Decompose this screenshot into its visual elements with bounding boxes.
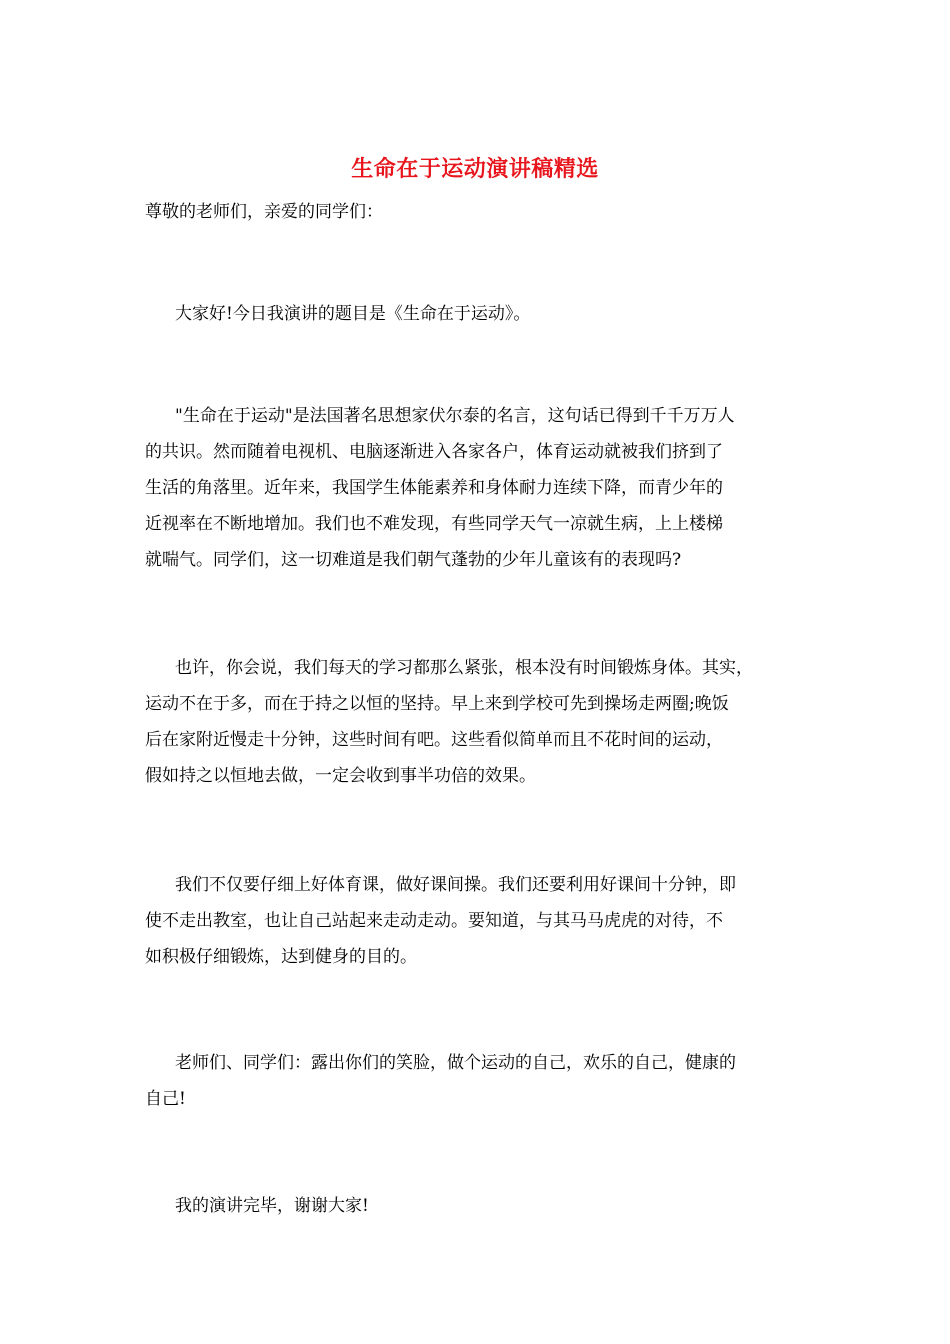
salutation-line: 尊敬的老师们，亲爱的同学们： [145,202,383,222]
paragraph-line: "生命在于运动"是法国著名思想家伏尔泰的名言，这句话已得到千千万万人 [175,406,735,426]
paragraph-line: 就喘气。同学们，这一切难道是我们朝气蓬勃的少年儿童该有的表现吗? [145,550,682,570]
paragraph-line: 我们不仅要仔细上好体育课，做好课间操。我们还要利用好课间十分钟，即 [175,875,736,895]
paragraph-line: 使不走出教室，也让自己站起来走动走动。要知道，与其马马虎虎的对待，不 [145,911,723,931]
paragraph-6 [145,1188,815,1224]
paragraph-line: 大家好!今日我演讲的题目是《生命在于运动》。 [175,304,531,324]
paragraph-line: 的共识。然而随着电视机、电脑逐渐进入各家各户，体育运动就被我们挤到了 [145,442,723,462]
paragraph-5 [145,1045,815,1117]
paragraph-4 [145,867,815,975]
paragraph-line: 运动不在于多，而在于持之以恒的坚持。早上来到学校可先到操场走两圈;晚饭 [145,694,729,714]
paragraph-1 [145,296,815,332]
paragraph-line: 近视率在不断地增加。我们也不难发现，有些同学天气一凉就生病，上上楼梯 [145,514,723,534]
paragraph-line: 我的演讲完毕，谢谢大家! [175,1196,369,1216]
paragraph-line: 假如持之以恒地去做，一定会收到事半功倍的效果。 [145,766,536,786]
paragraph-line: 后在家附近慢走十分钟，这些时间有吧。这些看似简单而且不花时间的运动， [145,730,723,750]
paragraph-2 [145,398,815,578]
paragraph-line: 如积极仔细锻炼，达到健身的目的。 [145,947,417,967]
paragraph-line: 自己! [145,1089,186,1109]
document-title: 生命在于运动演讲稿精选 [351,156,599,182]
paragraph-line: 老师们、同学们：露出你们的笑脸，做个运动的自己，欢乐的自己，健康的 [175,1053,736,1073]
paragraph-line: 也许，你会说，我们每天的学习都那么紧张，根本没有时间锻炼身体。其实， [175,658,753,678]
salutation [145,194,815,230]
paragraph-line: 生活的角落里。近年来，我国学生体能素养和身体耐力连续下降，而青少年的 [145,478,723,498]
paragraph-3 [145,650,815,794]
